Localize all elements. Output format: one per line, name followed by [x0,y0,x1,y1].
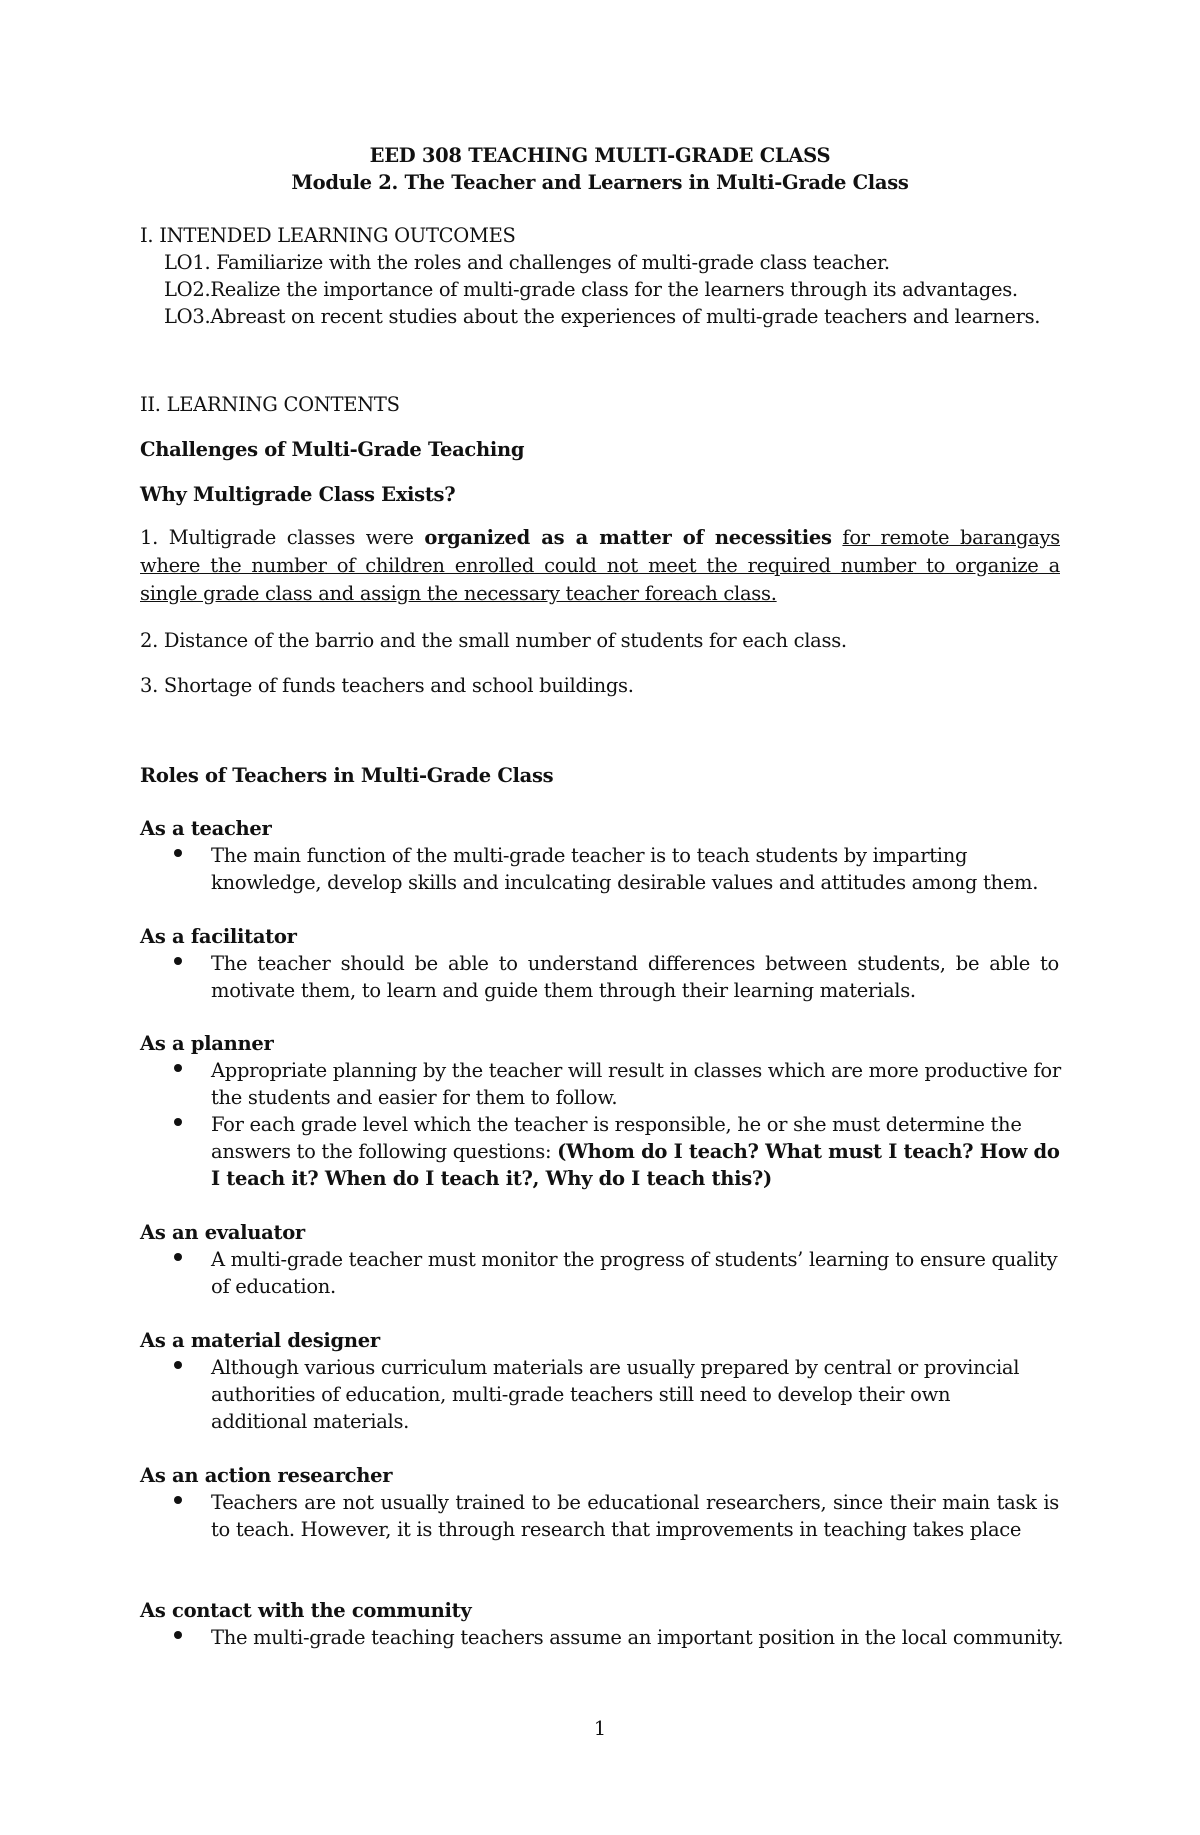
outcomes-heading: I. INTENDED LEARNING OUTCOMES [140,224,516,247]
reason-1 [140,524,1060,608]
role-teacher-bullet-1: The main function of the multi-grade teacher is to teach students by imparting knowledge, develop skills and inculcating desirable values and attitudes among them. [211,844,1039,894]
bullet-icon [174,1118,182,1126]
page-number: 1 [593,1717,607,1740]
planner-bullet-2-text: For each grade level which the teacher is responsible, he or she must determine the answers to the following questions: [211,1113,1022,1163]
role-title-facilitator: As a facilitator [140,925,297,948]
role-title-community: As contact with the community [140,1599,472,1622]
reason-1-bold: organized as a matter of necessities [424,526,832,549]
planner-questions: (Whom do I teach? What must I teach? How do I teach it? When do I teach it?, Why do I teach this?) [211,1140,1060,1190]
bullet-icon [174,1496,182,1504]
role-action-researcher-bullet-1: Teachers are not usually trained to be educational researchers, since their main task is to teach. However, it is through research that improvements in teaching takes place [211,1491,1059,1541]
bullet-icon [174,1253,182,1261]
outcome-lo3: LO3.Abreast on recent studies about the experiences of multi-grade teachers and learners. [164,305,1041,328]
role-planner-bullet-2 [211,1111,1061,1192]
contents-heading: II. LEARNING CONTENTS [140,393,400,416]
bullet-icon [174,1361,182,1369]
role-title-action-researcher: As an action researcher [140,1464,393,1487]
role-planner-bullet-1: Appropriate planning by the teacher will result in classes which are more productive for the students and easier for them to follow. [211,1059,1061,1109]
role-material-designer-bullet-1: Although various curriculum materials are usually prepared by central or provincial authorities of education, multi-grade teachers still need to develop their own additional materials. [211,1356,1020,1433]
bullet-icon [174,957,182,965]
bullet-icon [174,1631,182,1639]
role-title-planner: As a planner [140,1032,274,1055]
reason-1-lead: 1. Multigrade classes were [140,526,425,549]
role-evaluator-bullet-1: A multi-grade teacher must monitor the progress of students’ learning to ensure quality of education. [211,1248,1058,1298]
course-title: EED 308 TEACHING MULTI-GRADE CLASS [369,144,831,167]
module-title: Module 2. The Teacher and Learners in Multi-Grade Class [291,171,909,194]
role-title-material-designer: As a material designer [140,1329,380,1352]
roles-heading: Roles of Teachers in Multi-Grade Class [140,764,554,787]
role-title-teacher: As a teacher [140,817,272,840]
reason-1-space [832,526,843,549]
outcome-lo2: LO2.Realize the importance of multi-grade class for the learners through its advantages. [164,278,1018,301]
role-community-bullet-1: The multi-grade teaching teachers assume an important position in the local community. [211,1626,1064,1649]
bullet-icon [174,1064,182,1072]
why-heading: Why Multigrade Class Exists? [140,483,456,506]
reason-1-underlined: for remote barangays where the number of children enrolled could not meet the required number to organize a single grade class and assign the necessary teacher foreach class. [140,526,1060,605]
role-title-evaluator: As an evaluator [140,1221,305,1244]
reason-3: 3. Shortage of funds teachers and school buildings. [140,674,634,697]
role-facilitator-bullet-1: The teacher should be able to understand differences between students, be able to motivate them, to learn and guide them through their learning materials. [211,952,1059,1002]
challenges-heading: Challenges of Multi-Grade Teaching [140,438,525,461]
reason-2: 2. Distance of the barrio and the small number of students for each class. [140,629,847,652]
bullet-icon [174,849,182,857]
outcome-lo1: LO1. Familiarize with the roles and challenges of multi-grade class teacher. [164,251,890,274]
